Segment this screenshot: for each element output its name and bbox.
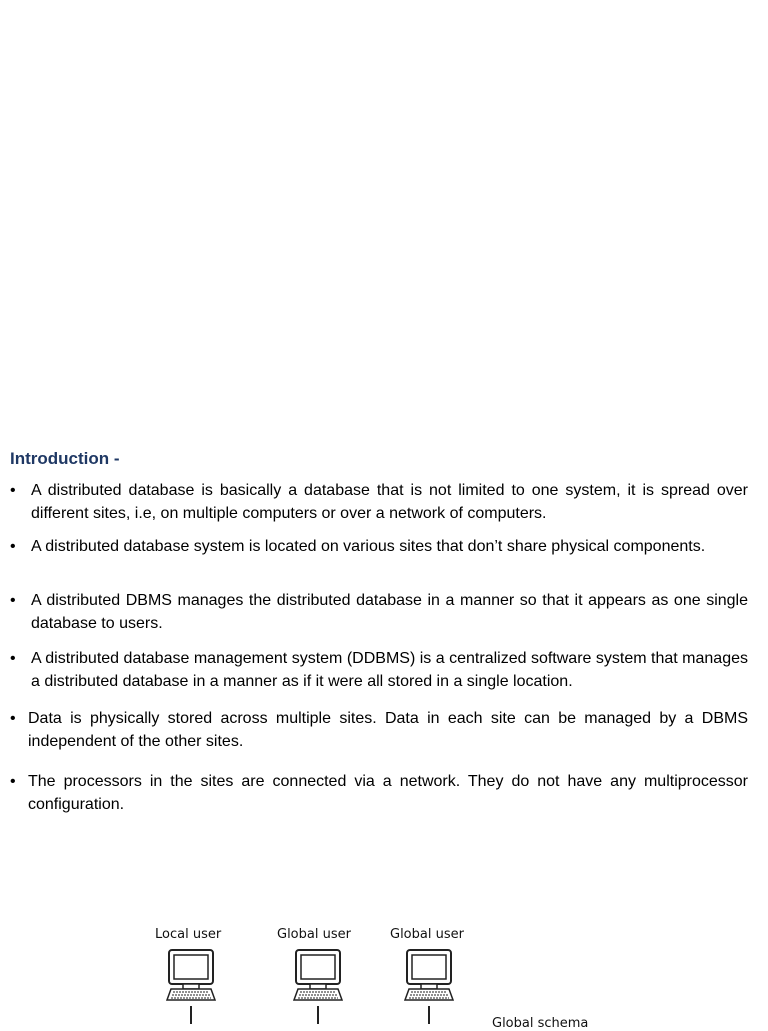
bullet-marker: • [10, 773, 16, 790]
bullet-marker: • [10, 482, 16, 499]
bullet-text: Data is physically stored across multiple sites. Data in each site can be managed by a DBMS independent of the other sites. [28, 710, 748, 750]
bullet-item [10, 535, 748, 558]
user-label-global-2: Global user [390, 927, 464, 942]
bullet-item [10, 479, 748, 525]
bullet-item [10, 707, 748, 753]
computer-icon [167, 950, 215, 1000]
bullet-item [10, 647, 748, 693]
user-label-global-1: Global user [277, 927, 351, 942]
bullet-text: A distributed database system is located on various sites that don’t share physical components. [31, 538, 706, 555]
bullet-marker: • [10, 650, 16, 667]
bullet-text: A distributed DBMS manages the distributed database in a manner so that it appears as one single database to users. [31, 592, 748, 632]
user-label-local: Local user [155, 927, 222, 942]
bullet-text: The processors in the sites are connected via a network. They do not have any multiprocessor configuration. [28, 773, 748, 813]
ddbms-diagram [0, 920, 768, 1031]
diagram-graphics [0, 920, 768, 1024]
bullet-marker: • [10, 538, 16, 555]
section-heading: Introduction - [10, 449, 120, 468]
bullet-text: A distributed database is basically a database that is not limited to one system, it is spread over different sites, i.e, on multiple computers or over a network of computers. [31, 482, 748, 522]
bullet-item [10, 770, 748, 816]
bullet-marker: • [10, 710, 16, 727]
computer-icon [405, 950, 453, 1000]
bullet-item [10, 589, 748, 635]
bullet-marker: • [10, 592, 16, 609]
bullet-text: A distributed database management system (DDBMS) is a centralized software system that manages a distributed database in a manner as if it were all stored in a single location. [31, 650, 748, 690]
computer-icon [294, 950, 342, 1000]
global-schema-label: Global schema [492, 1016, 589, 1031]
